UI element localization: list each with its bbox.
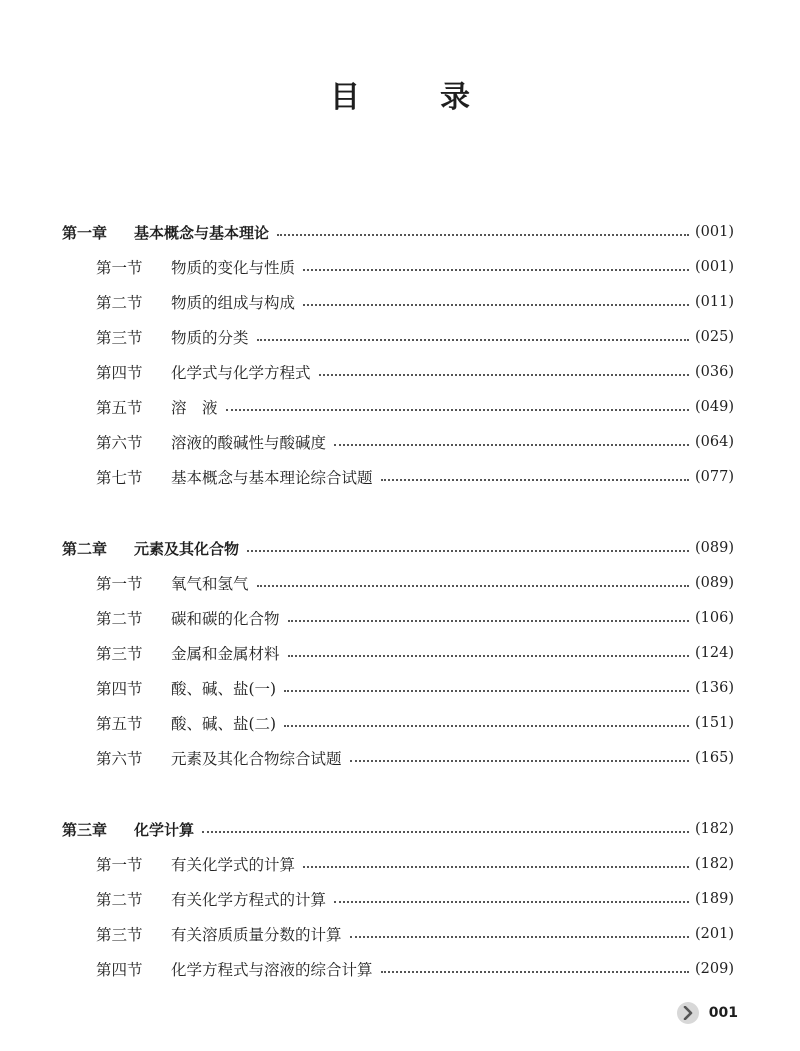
section-title: 物质的组成与构成 (171, 294, 296, 312)
section-number: 第一节 (96, 856, 143, 874)
section-title: 有关化学方程式的计算 (171, 891, 327, 909)
toc-section[interactable] (96, 291, 734, 313)
toc-section[interactable] (96, 466, 734, 488)
page-ref: (124) (695, 645, 734, 661)
page-ref: (001) (695, 259, 734, 275)
page-ref: (165) (695, 750, 734, 766)
section-number: 第七节 (96, 469, 143, 487)
section-title: 酸、碱、盐(二) (171, 715, 277, 733)
toc-section[interactable] (96, 642, 734, 664)
section-title: 物质的变化与性质 (171, 259, 296, 277)
page-ref: (025) (695, 329, 734, 345)
dot-leader (334, 444, 689, 446)
page-ref: (064) (695, 434, 734, 450)
dot-leader (303, 866, 689, 868)
page-ref: (151) (695, 715, 734, 731)
page-footer (677, 1002, 738, 1024)
title-char: 目 (330, 80, 360, 115)
toc-section[interactable] (96, 747, 734, 769)
section-number: 第一节 (96, 575, 143, 593)
dot-leader (257, 339, 689, 341)
toc-section[interactable] (96, 326, 734, 348)
section-title: 元素及其化合物综合试题 (171, 750, 342, 768)
dot-leader (303, 269, 689, 271)
chapter-number: 第一章 (62, 223, 108, 242)
section-number: 第五节 (96, 715, 143, 733)
dot-leader (226, 409, 689, 411)
dot-leader (350, 760, 689, 762)
section-number: 第三节 (96, 926, 143, 944)
dot-leader (284, 725, 689, 727)
section-title: 氧气和氢气 (171, 575, 249, 593)
page-ref: (189) (695, 891, 734, 907)
section-number: 第六节 (96, 434, 143, 452)
dot-leader (319, 374, 689, 376)
section-number: 第四节 (96, 364, 143, 382)
section-title: 溶液的酸碱性与酸碱度 (171, 434, 327, 452)
page-ref: (036) (695, 364, 734, 380)
toc-section[interactable] (96, 396, 734, 418)
dot-leader (288, 620, 689, 622)
section-number: 第二节 (96, 891, 143, 909)
chevron-right-icon (677, 1002, 699, 1024)
toc-section[interactable] (96, 607, 734, 629)
section-title: 化学式与化学方程式 (171, 364, 311, 382)
toc-section[interactable] (96, 853, 734, 875)
dot-leader (284, 690, 689, 692)
chapter-number: 第二章 (62, 539, 108, 558)
section-number: 第四节 (96, 680, 143, 698)
section-number: 第二节 (96, 610, 143, 628)
toc-section[interactable] (96, 256, 734, 278)
toc-section[interactable] (96, 677, 734, 699)
dot-leader (303, 304, 689, 306)
page-ref: (089) (695, 575, 734, 591)
dot-leader (202, 831, 689, 833)
toc-section[interactable] (96, 712, 734, 734)
chapter-title: 元素及其化合物 (134, 539, 240, 558)
chapter-number: 第三章 (62, 820, 108, 839)
section-number: 第一节 (96, 259, 143, 277)
dot-leader (334, 901, 689, 903)
section-title: 有关化学式的计算 (171, 856, 296, 874)
toc-section[interactable] (96, 572, 734, 594)
section-title: 溶 液 (171, 399, 218, 417)
dot-leader (277, 234, 689, 236)
dot-leader (247, 550, 689, 552)
page-ref: (201) (695, 926, 734, 942)
section-number: 第三节 (96, 329, 143, 347)
section-number: 第六节 (96, 750, 143, 768)
toc-chapter-1[interactable] (62, 221, 734, 243)
section-number: 第三节 (96, 645, 143, 663)
toc-section[interactable] (96, 923, 734, 945)
section-title: 金属和金属材料 (171, 645, 280, 663)
title-char: 录 (440, 80, 470, 115)
page-ref: (049) (695, 399, 734, 415)
toc-section[interactable] (96, 361, 734, 383)
page-ref: (106) (695, 610, 734, 626)
dot-leader (257, 585, 689, 587)
dot-leader (288, 655, 689, 657)
page-number: 001 (708, 1005, 738, 1021)
dot-leader (350, 936, 689, 938)
dot-leader (381, 971, 689, 973)
page-ref: (182) (695, 856, 734, 872)
section-title: 碳和碳的化合物 (171, 610, 280, 628)
chapter-title: 化学计算 (134, 820, 195, 839)
page-ref: (136) (695, 680, 734, 696)
toc-chapter-2[interactable] (62, 537, 734, 559)
toc-chapter-3[interactable] (62, 818, 734, 840)
section-title: 物质的分类 (171, 329, 249, 347)
page-ref: (089) (695, 540, 734, 556)
dot-leader (381, 479, 689, 481)
page-ref: (182) (695, 821, 734, 837)
section-number: 第二节 (96, 294, 143, 312)
page-ref: (077) (695, 469, 734, 485)
section-number: 第五节 (96, 399, 143, 417)
page-ref: (209) (695, 961, 734, 977)
section-number: 第四节 (96, 961, 143, 979)
page-ref: (001) (695, 224, 734, 240)
chapter-title: 基本概念与基本理论 (134, 223, 270, 242)
page-ref: (011) (695, 294, 734, 310)
section-title: 酸、碱、盐(一) (171, 680, 277, 698)
toc-section[interactable] (96, 431, 734, 453)
section-title: 化学方程式与溶液的综合计算 (171, 961, 373, 979)
toc-section[interactable] (96, 888, 734, 910)
toc-section[interactable] (96, 958, 734, 980)
section-title: 有关溶质质量分数的计算 (171, 926, 342, 944)
section-title: 基本概念与基本理论综合试题 (171, 469, 373, 487)
